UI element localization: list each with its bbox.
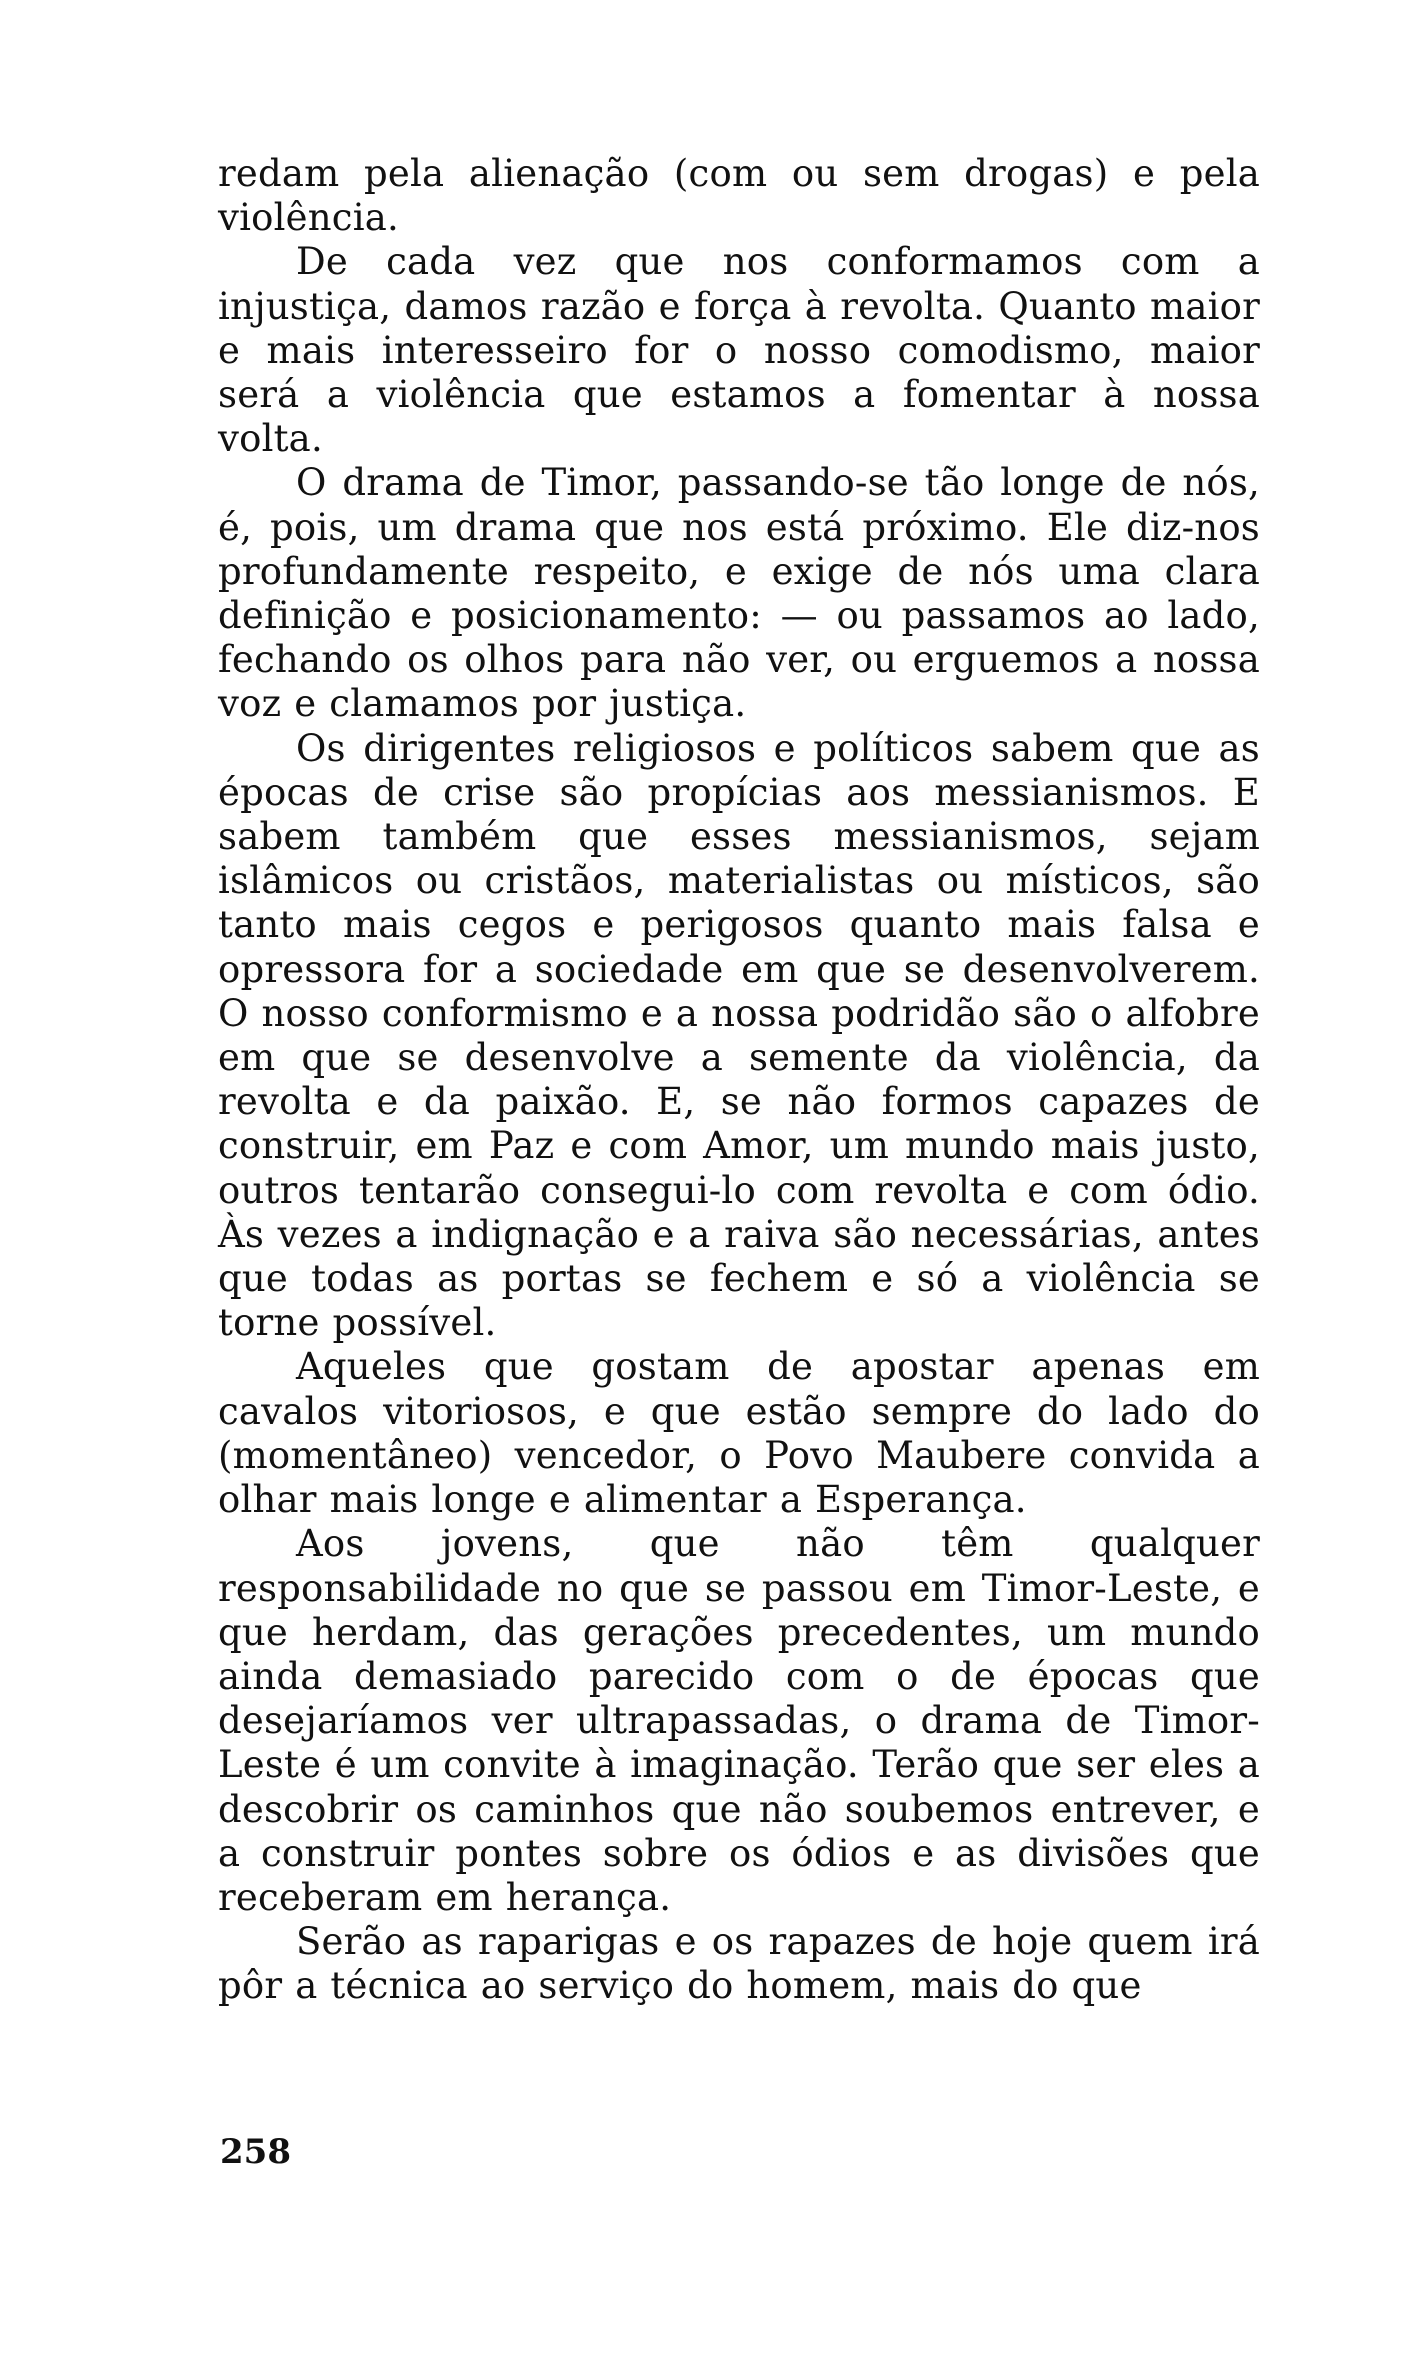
paragraph-continuation: redam pela alienação (com ou sem drogas) e pela violência. — [218, 152, 1260, 240]
page-body — [218, 152, 1260, 2009]
paragraph-hope: Aqueles que gostam de apostar apenas em cavalos vitoriosos, e que estão sempre do lado do (momentâneo) vencedor, o Povo Maubere convida a olhar mais longe e alimentar a Esperança. — [218, 1345, 1260, 1522]
paragraph-injustice: De cada vez que nos conformamos com a injustiça, damos razão e força à revolta. Quanto maior e mais interesseiro for o nosso comodismo, maior será a violência que estamos a fomentar à nossa volta. — [218, 240, 1260, 461]
page-number: 258 — [220, 2132, 291, 2172]
paragraph-messianisms: Os dirigentes religiosos e políticos sabem que as épocas de crise são propícias aos messianismos. E sabem também que esses messianismos, sejam islâmicos ou cristãos, materialistas ou místicos, são tanto mais cegos e perigosos quanto mais falsa e opressora for a sociedade em que se desenvolverem. O nosso conformismo e a nossa podridão são o alfobre em que se desenvolve a semente da violência, da revolta e da paixão. E, se não formos capazes de construir, em Paz e com Amor, um mundo mais justo, outros tentarão consegui-lo com revolta e com ódio. Às vezes a indignação e a raiva são necessárias, antes que todas as portas se fechem e só a violência se torne possível. — [218, 726, 1260, 1345]
paragraph-technique: Serão as raparigas e os rapazes de hoje quem irá pôr a técnica ao serviço do homem, mais do que — [218, 1920, 1260, 2008]
paragraph-youth: Aos jovens, que não têm qualquer responsabilidade no que se passou em Timor-Leste, e que herdam, das gerações precedentes, um mundo ainda demasiado parecido com o de épocas que desejaríamos ver ultrapassadas, o drama de Timor-Leste é um convite à imaginação. Terão que ser eles a descobrir os caminhos que não soubemos entrever, e a construir pontes sobre os ódios e as divisões que receberam em herança. — [218, 1522, 1260, 1919]
paragraph-timor-drama: O drama de Timor, passando-se tão longe de nós, é, pois, um drama que nos está próximo. Ele diz-nos profundamente respeito, e exige de nós uma clara definição e posicionamento: — ou passamos ao lado, fechando os olhos para não ver, ou erguemos a nossa voz e clamamos por justiça. — [218, 461, 1260, 726]
